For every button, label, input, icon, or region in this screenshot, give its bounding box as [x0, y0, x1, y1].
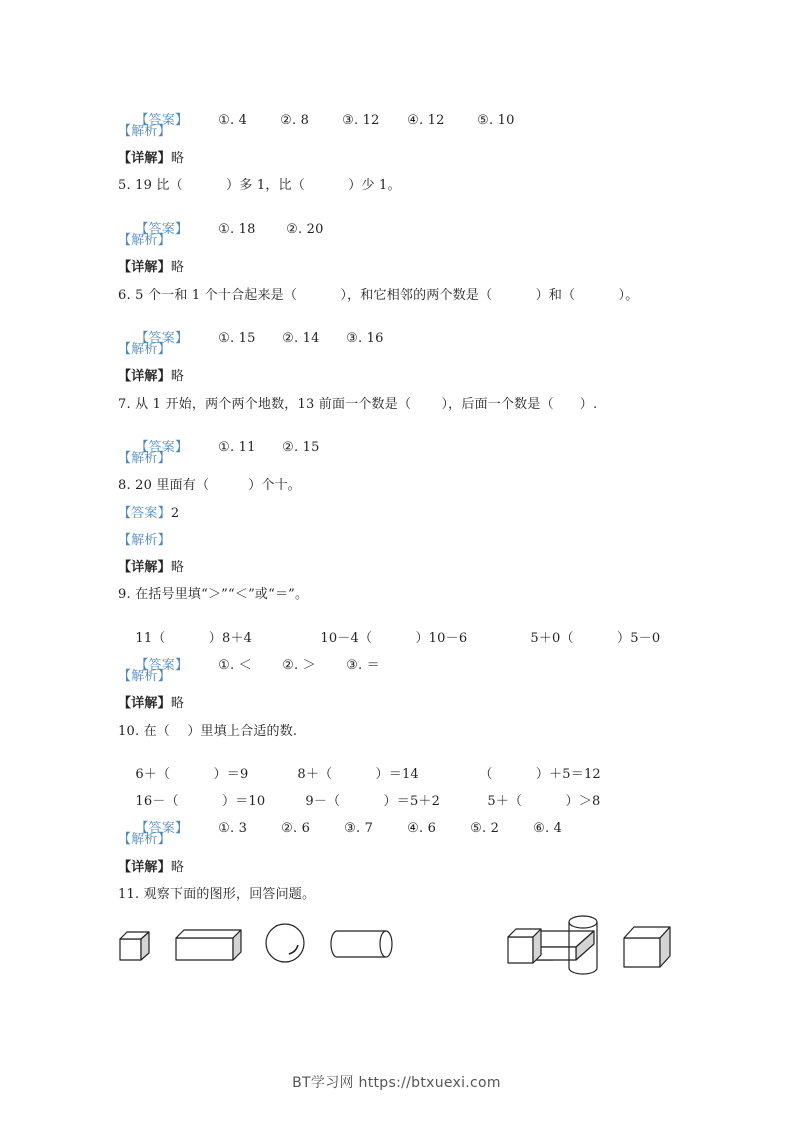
answer-row-q4 [118, 97, 515, 145]
question-9: 9. 在括号里填“＞”“＜”或“＝”。 [118, 587, 309, 602]
answer-value: 2 [170, 506, 180, 521]
answer-label: 【答案】 [135, 113, 189, 128]
detail-row [118, 860, 184, 876]
answer-option: ⑤. 10 [477, 113, 515, 128]
detail-label: 【详解】 [118, 696, 171, 711]
detail-text: 略 [170, 369, 185, 384]
expression: 5＋0（ ）5－0 [530, 631, 661, 646]
answer-option: ③. ＝ [346, 658, 380, 673]
analysis-label: 【解析】 [118, 451, 171, 466]
expression: 11（ ）8＋4 [135, 631, 253, 646]
sphere-icon [266, 924, 304, 962]
detail-text: 略 [170, 696, 185, 711]
detail-label: 【详解】 [118, 151, 171, 166]
answer-option: ①. 18 [218, 222, 256, 237]
answer-label: 【答案】 [118, 506, 171, 521]
footer-watermark: BT学习网 https://btxuexi.com [292, 1075, 501, 1091]
answer-option: ②. 20 [286, 222, 324, 237]
answer-option: ①. ＜ [218, 658, 252, 673]
answer-option: ①. 15 [218, 331, 256, 346]
analysis-label: 【解析】 [118, 669, 171, 684]
answer-option: ②. 14 [282, 331, 320, 346]
answer-option: ③. 7 [344, 821, 374, 836]
answer-option: ②. ＞ [282, 658, 316, 673]
answer-option: ③. 16 [346, 331, 384, 346]
detail-row [118, 369, 184, 385]
expression: 6＋（ ）＝9 [135, 767, 249, 782]
large-cube-icon [624, 927, 670, 967]
question-11: 11. 观察下面的图形，回答问题。 [118, 887, 316, 902]
answer-option: ①. 11 [218, 440, 256, 455]
answer-option: ④. 12 [407, 113, 445, 128]
question-5: 5. 19 比（ ）多 1，比（ ）少 1。 [118, 178, 401, 193]
answer-option: ①. 4 [218, 113, 248, 128]
shapes-figure [112, 905, 692, 980]
expression: 5＋（ ）＞8 [487, 794, 601, 809]
analysis-label: 【解析】 [118, 533, 171, 548]
detail-row [118, 151, 184, 167]
small-cube-icon [120, 932, 149, 960]
answer-row-q10 [118, 805, 562, 853]
horizontal-cylinder-icon [331, 931, 392, 957]
answer-label: 【答案】 [135, 331, 189, 346]
question-6: 6. 5 个一和 1 个十合起来是（ ），和它相邻的两个数是（ ）和（ ）。 [118, 288, 639, 303]
answer-option: ①. 3 [218, 821, 248, 836]
cube-icon [508, 929, 541, 963]
answer-label: 【答案】 [135, 222, 189, 237]
detail-text: 略 [170, 860, 185, 875]
expression: 16－（ ）＝10 [135, 794, 266, 809]
expression: 8＋（ ）＝14 [297, 767, 419, 782]
answer-label: 【答案】 [135, 658, 189, 673]
analysis-label: 【解析】 [118, 342, 171, 357]
detail-row [118, 260, 184, 276]
detail-label: 【详解】 [118, 860, 171, 875]
detail-label: 【详解】 [118, 369, 171, 384]
long-cuboid-icon [176, 930, 241, 960]
answer-option: ②. 8 [280, 113, 310, 128]
question-10: 10. 在（ ）里填上合适的数. [118, 724, 298, 739]
question-8: 8. 20 里面有（ ）个十。 [118, 478, 302, 493]
expression: （ ）＋5＝12 [479, 767, 601, 782]
analysis-label: 【解析】 [118, 832, 171, 847]
analysis-label: 【解析】 [118, 233, 171, 248]
analysis-label: 【解析】 [118, 124, 171, 139]
detail-text: 略 [170, 260, 185, 275]
answer-option: ②. 15 [282, 440, 320, 455]
detail-text: 略 [170, 151, 185, 166]
answer-label: 【答案】 [135, 821, 189, 836]
answer-option: ④. 6 [407, 821, 437, 836]
answer-option: ⑥. 4 [533, 821, 563, 836]
detail-row [118, 560, 184, 576]
answer-option: ③. 12 [342, 113, 380, 128]
detail-row [118, 696, 184, 712]
question-7: 7. 从 1 开始，两个两个地数，13 前面一个数是（ ），后面一个数是（ ）. [118, 397, 598, 412]
answer-label: 【答案】 [135, 440, 189, 455]
expression: 10－4（ ）10－6 [320, 631, 468, 646]
answer-option: ⑤. 2 [470, 821, 500, 836]
detail-label: 【详解】 [118, 560, 171, 575]
detail-label: 【详解】 [118, 260, 171, 275]
expression: 9－（ ）＝5＋2 [305, 794, 441, 809]
answer-option: ②. 6 [281, 821, 311, 836]
detail-text: 略 [170, 560, 185, 575]
answer-row-q8 [118, 506, 179, 522]
